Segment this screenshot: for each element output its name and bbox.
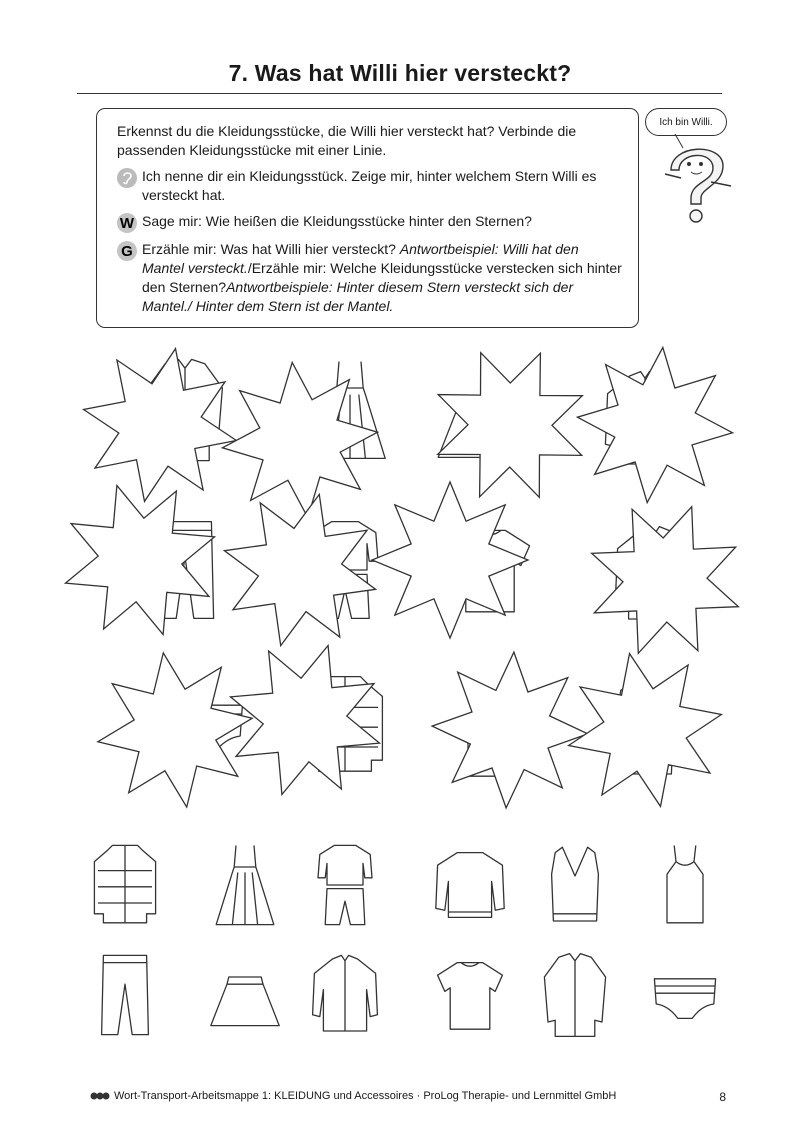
- star-cover[interactable]: [577, 347, 732, 502]
- skirt-icon: [211, 977, 279, 1026]
- instruction-box: [96, 108, 639, 328]
- answer-clothes-grid: [0, 830, 800, 1060]
- instruction-w-text: Sage mir: Wie heißen die Kleidungsstücke hinter den Sternen?: [142, 213, 532, 229]
- vest-icon: [552, 847, 599, 921]
- instruction-ear-text: Ich nenne dir ein Kleidungsstück. Zeige mir, hinter welchem Stern Willi es versteckt hat.: [142, 168, 597, 203]
- g-example-1: Antwortbeispiel: Willi hat den Mantel versteckt.: [142, 241, 579, 276]
- pajamas-icon: [318, 845, 372, 924]
- ear-icon: [117, 168, 137, 188]
- instruction-intro: Erkennst du die Kleidungsstücke, die Willi hier versteckt hat? Verbinde die passenden Kleidungsstücke mit einer Linie.: [117, 123, 577, 158]
- star-cover[interactable]: [432, 652, 588, 808]
- g-example-2: Antwortbeispiele: Hinter diesem Stern versteckt sich der Mantel./ Hinter dem Stern ist der Mantel.: [142, 279, 574, 314]
- sweater-icon: [436, 853, 504, 918]
- footer: [90, 1090, 616, 1102]
- instruction-w-row: [117, 212, 622, 233]
- willi-mascot: [645, 108, 745, 228]
- dress-icon: [216, 845, 274, 924]
- instruction-g-row: [117, 240, 622, 316]
- instruction-g-text: [142, 240, 622, 316]
- instruction-ear-row: [117, 167, 622, 205]
- willi-speech-bubble: Ich bin Willi.: [645, 108, 727, 136]
- g-badge: G: [117, 241, 137, 261]
- trousers-icon: [102, 955, 149, 1034]
- title-divider: [77, 93, 722, 94]
- g-text-2: /Erzähle mir: Welche Kleidungsstücke verstecken sich hinter den Sternen?: [142, 260, 622, 295]
- star-cover[interactable]: [372, 482, 528, 638]
- star-cover[interactable]: [98, 653, 252, 807]
- footer-text: Wort-Transport-Arbeitsmappe 1: KLEIDUNG und Accessoires · ProLog Therapie- und Lernmittel GmbH: [114, 1090, 617, 1102]
- hidden-clothes-grid: [0, 330, 800, 810]
- t-shirt-icon: [438, 963, 503, 1030]
- stars-layer: [66, 347, 739, 808]
- star-cover[interactable]: [84, 349, 237, 502]
- jacket-icon: [94, 845, 155, 922]
- page-title: 7. Was hat Willi hier versteckt?: [228, 60, 572, 86]
- publisher-logo-icon: [90, 1091, 110, 1101]
- g-text-1: Erzähle mir: Was hat Willi hier versteckt?: [142, 241, 400, 257]
- star-cover[interactable]: [569, 654, 722, 807]
- willi-question-mark-icon: [645, 108, 745, 228]
- underpants-icon: [654, 979, 715, 1019]
- page-number: 8: [719, 1090, 726, 1104]
- coat-icon: [544, 954, 605, 1037]
- tank-top-icon: [667, 845, 703, 922]
- w-badge: W: [117, 213, 137, 233]
- shirt-icon: [313, 955, 378, 1031]
- answer-clothes-layer: [94, 845, 715, 1036]
